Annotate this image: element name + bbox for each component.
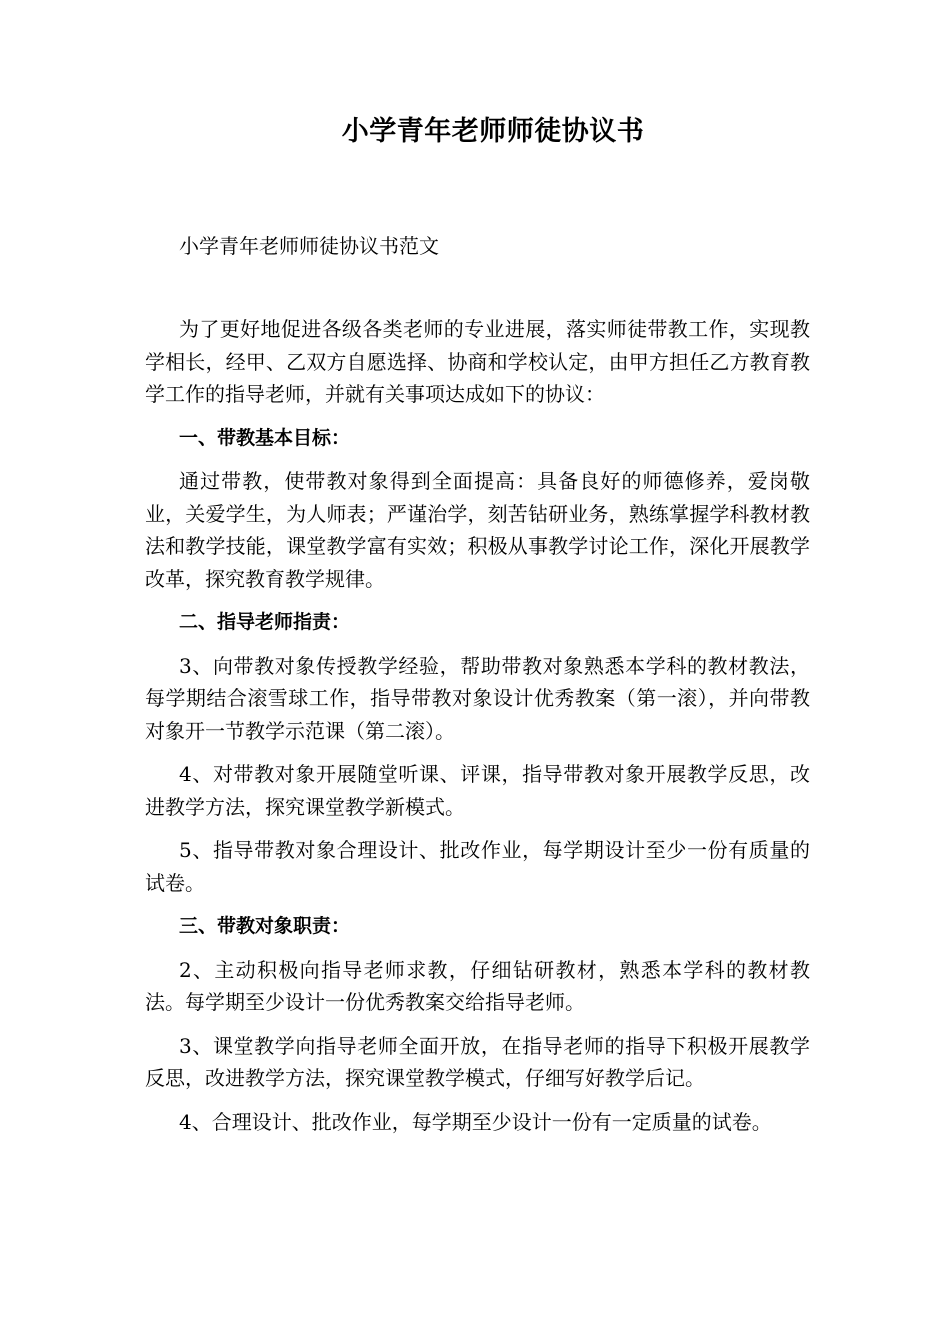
section-heading: 二、指导老师指责： [179,611,351,633]
section-heading: 三、带教对象职责： [179,915,351,937]
section-paragraph: 4、合理设计、批改作业，每学期至少设计一份有一定质量的试卷。 [179,1109,772,1134]
section-goals [145,422,810,596]
intro-paragraph: 为了更好地促进各级各类老师的专业进展，落实师徒带教工作，实现教学相长，经甲、乙双方自愿选择、协商和学校认定，由甲方担任乙方教育教学工作的指导老师，并就有关事项达成如下的协议： [145,317,810,406]
document-body [145,313,810,1149]
section-mentor-duties [145,606,810,899]
section-paragraph: 3、向带教对象传授教学经验，帮助带教对象熟悉本学科的教材教法，每学期结合滚雪球工作，指导带教对象设计优秀教案（第一滚），并向带教对象开一节教学示范课（第二滚）。 [145,653,810,743]
section-paragraph: 3、课堂教学向指导老师全面开放，在指导老师的指导下积极开展教学反思，改进教学方法，探究课堂教学模式，仔细写好教学后记。 [145,1033,810,1090]
section-mentee-duties [145,910,810,1138]
section-paragraph: 2、主动积极向指导老师求教，仔细钻研教材，熟悉本学科的教材教法。每学期至少设计一份优秀教案交给指导老师。 [145,957,810,1014]
document-subtitle: 小学青年老师师徒协议书范文 [179,234,439,258]
document-title: 小学青年老师师徒协议书 [341,116,645,147]
section-paragraph: 通过带教，使带教对象得到全面提高：具备良好的师德修养，爱岗敬业，关爱学生，为人师表；严谨治学，刻苦钻研业务，熟练掌握学科教材教法和教学技能，课堂教学富有实效；积极从事教学讨论工作，深化开展教学改革，探究教育教学规律。 [145,469,810,591]
section-paragraph: 4、对带教对象开展随堂听课、评课，指导带教对象开展教学反思，改进教学方法，探究课堂教学新模式。 [145,762,810,819]
section-heading: 一、带教基本目标： [179,426,351,449]
section-paragraph: 5、指导带教对象合理设计、批改作业，每学期设计至少一份有质量的试卷。 [145,838,810,895]
